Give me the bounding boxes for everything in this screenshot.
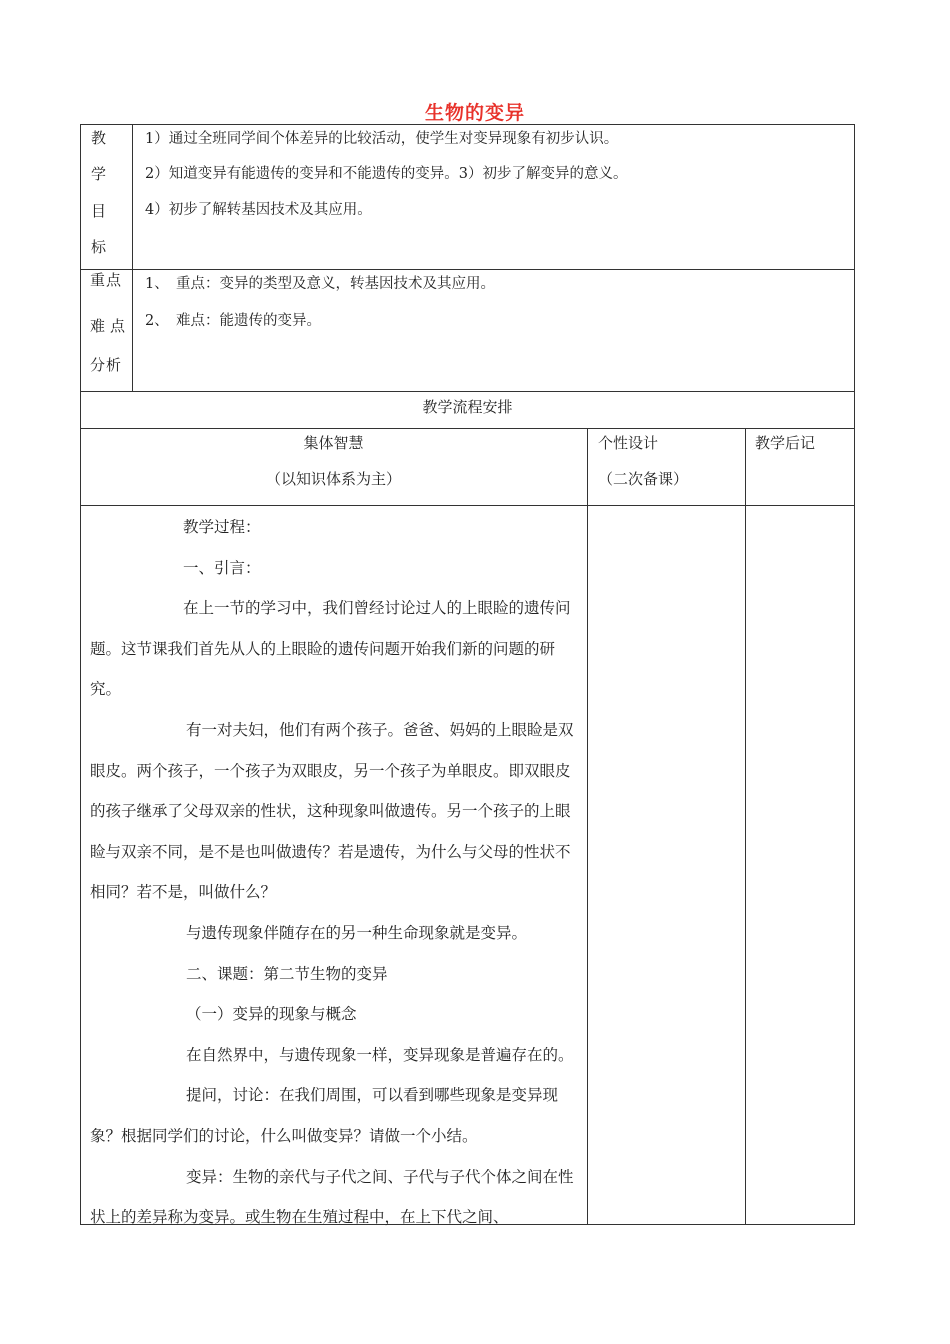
personal-title: 个性设计 [598,434,659,452]
collective-title: 集体智慧 [303,434,364,452]
keypoints-label-line: 分析 [90,356,123,374]
collective-subtitle: （以知识体系为主） [265,470,401,488]
objective-item: 2）知道变异有能遗传的变异和不能遗传的变异。3）初步了解变异的意义。 [145,166,628,182]
objectives-label-char: 目 [91,202,107,220]
objectives-label-char: 教 [91,129,107,147]
objectives-label-char: 学 [91,165,107,183]
keypoints-label-line: 难点 [90,317,131,335]
paragraph: 变异：生物的亲代与子代之间、子代与子代个体之间在性状上的差异称为变异。或生物在生殖过程中，在上下代之间、 [90,1167,574,1227]
topic-heading: 二、课题：第二节生物的变异 [186,964,388,983]
personal-subtitle: （二次备课） [598,470,689,488]
subheading: （一）变异的现象与概念 [186,1005,357,1024]
paragraph: 提问，讨论：在我们周围，可以看到哪些现象是变异现象？根据同学们的讨论，什么叫做变异？请做一个小结。 [90,1086,559,1145]
intro-heading: 一、引言： [183,558,261,577]
page-title: 生物的变异 [424,102,525,124]
objective-item: 1）通过全班同学间个体差异的比较活动，使学生对变异现象有初步认识。 [145,131,619,147]
keypoint-item: 1、 重点：变异的类型及意义，转基因技术及其应用。 [145,276,495,292]
keypoints-label-line: 重点 [90,271,123,289]
flow-header: 教学流程安排 [422,398,513,416]
process-heading: 教学过程： [183,518,261,536]
objectives-label-char: 标 [91,238,107,256]
paragraph: 在自然界中，与遗传现象一样，变异现象是普遍存在的。 [186,1045,574,1064]
paragraph: 与遗传现象伴随存在的另一种生命现象就是变异。 [186,923,528,942]
paragraph: 有一对夫妇，他们有两个孩子。爸爸、妈妈的上眼睑是双眼皮。两个孩子，一个孩子为双眼皮，另一个孩子为单眼皮。即双眼皮的孩子继承了父母双亲的性状，这种现象叫做遗传。另一个孩子的上眼睑与双亲不同，是不是也叫做遗传？若是遗传，为什么与父母的性状不相同？若不是，叫做什么？ [90,720,574,902]
notes-title: 教学后记 [755,434,816,452]
objective-item: 4）初步了解转基因技术及其应用。 [145,202,372,218]
paragraph: 在上一节的学习中，我们曾经讨论过人的上眼睑的遗传问题。这节课我们首先从人的上眼睑的遗传问题开始我们新的问题的研究。 [90,599,571,699]
lesson-body [90,507,578,1238]
keypoint-item: 2、 难点：能遗传的变异。 [145,313,321,329]
